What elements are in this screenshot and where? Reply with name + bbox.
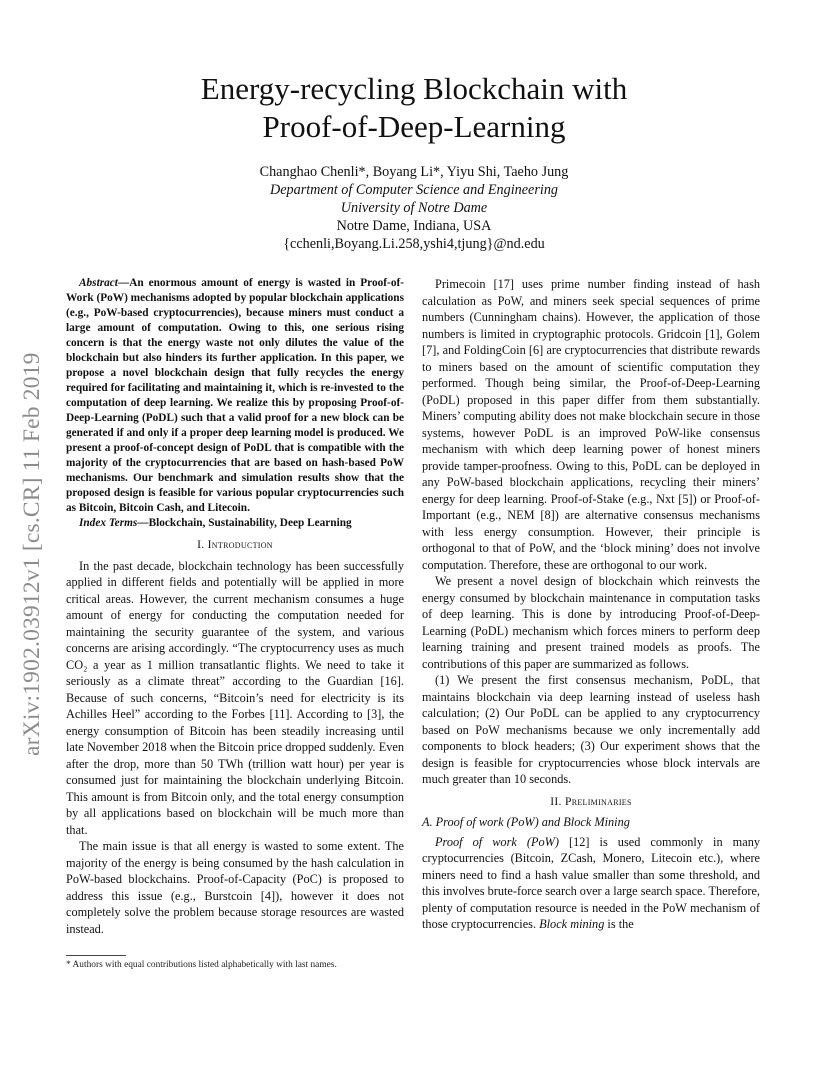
footnote-divider [66,955,126,956]
contribution-list-paragraph: (1) We present the first consensus mechanism, PoDL, that maintains blockchain via deep learning instead of useless hash calculation; (2) Our PoDL can be applied to any cryptocurrency based on PoW mechanisms because we only incrementally add components to block headers; (3) Our experiment shows that the design is feasible for cryptocurrencies whose block intervals are much greater than 10 seconds. [422,673,760,786]
abstract [66,276,404,516]
right-column [422,276,760,933]
arxiv-identifier[interactable]: arXiv:1902.03912v1 [cs.CR] 11 Feb 2019 [19,352,45,756]
abstract-text: —An enormous amount of energy is wasted in Proof-of-Work (PoW) mechanisms adopted by popular blockchain applications (e.g., PoW-based cryptocurrencies), because miners must conduct a large amount of computation. Owing to this, one serious rising concern is that the energy waste not only dilutes the value of the blockchain but also hinders its further application. In this paper, we propose a novel blockchain design that fully recycles the energy required for facilitating and maintaining it, which is re-invested to the computation of deep learning. We realize this by proposing Proof-of-Deep-Learning (PoDL) such that a valid proof for a new block can be generated if and only if a proper deep learning model is produced. We present a proof-of-concept design of PoDL that is compatible with the majority of the cryptocurrencies that are based on hash-based PoW mechanisms. Our benchmark and simulation results show that the proposed design is feasible for various popular cryptocurrencies such as Bitcoin, Bitcoin Cash, and Litecoin. [66,277,404,514]
author-university: University of Notre Dame [340,200,488,216]
author-emails[interactable]: {cchenli,Boyang.Li.258,yshi4,tjung}@nd.edu [283,236,545,252]
related-work-paragraph: Primecoin [17] uses prime number finding instead of hash calculation as PoW, and miners seek special sequences of prime numbers (Cunningham chains). However, the application of those numbers is limited in cryptographic protocols. Gridcoin [1], Golem [7], and FoldingCoin [6] are cryptocurrencies that distribute rewards to miners based on the amount of scientific computation they performed. Though being similar, the Proof-of-Deep-Learning (PoDL) proposed in this paper differ from them substantially. Miners’ computing ability does not make blockchain secure in those systems, however PoDL is an improved PoW-like consensus mechanism with which deep learning power of honest miners provide tamper-proofness. Owing to this, PoDL can be deployed in any PoW-based blockchain applications, recycling their miners’ energy for deep learning. Proof-of-Stake (e.g., Nxt [5]) or Proof-of-Important (e.g., NEM [8]) are alternative consensus mechanisms with less energy consumption. However, their principle is orthogonal to that of PoW, and the ‘block mining’ does not involve computation. Therefore, these are orthogonal to our work. [422,277,760,572]
author-location: Notre Dame, Indiana, USA [336,218,492,234]
author-department: Department of Computer Science and Engineering [269,182,559,198]
intro-paragraph-2: The main issue is that all energy is wasted to some extent. The majority of the energy is being consumed by the hash calculation in PoW-based blockchains. Proof-of-Capacity (PoC) is proposed to address this issue (e.g., Burstcoin [4]), however it does not completely solve the problem because storage resources are wasted instead. [66,839,404,936]
paper-title [60,70,768,146]
intro-paragraph-1: In the past decade, blockchain technology has been successfully applied in different fields and potentially will be applied in more critical areas. However, the current mechanism consumes a huge amount of energy for conducting the computation needed for maintaining the security guarantee of the system, and various concerns are arising accordingly. “The cryptocurrency uses as much CO₂ a year as 1 million transatlantic flights. We need to take it seriously as a climate threat” according to the Guardian [16]. Because of such concerns, “Bitcoin’s need for electricity is its Achilles Heel” according to the Forbes [11]. According to [3], the energy consumption of Bitcoin has been steadily increasing until late November 2018 when the Bitcoin price dropped suddenly. Even after the drop, more than 50 TWh (trillion watt hour) per year is consumed just for maintaining the blockchain underlying Bitcoin. This amount is from Bitcoin only, and the total energy consumption by all applications based on blockchain will be much more than that. [66,558,404,837]
title-line-2: Proof-of-Deep-Learning [262,109,566,144]
footnote: * Authors with equal contributions listed alphabetically with last names. [66,960,337,970]
pow-paragraph [422,834,760,933]
pow-text-end: is the [604,917,634,931]
abstract-label: Abstract [79,277,118,289]
subsection-heading-pow: A. Proof of work (PoW) and Block Mining [422,815,630,829]
index-terms [66,516,404,531]
contribution-paragraph: We present a novel design of blockchain which reinvests the energy consumed by blockchain maintenance in computation tasks of deep learning. This is done by introducing Proof-of-Deep-Learning (PoDL) mechanism which forces miners to perform deep learning training and present trained models as proofs. The contributions of this paper are summarized as follows. [422,574,760,671]
title-line-1: Energy-recycling Blockchain with [200,71,628,106]
block-mining-term: Block mining [539,917,605,931]
left-column [66,276,404,937]
section-heading-preliminaries: II. Preliminaries [550,794,632,808]
index-terms-label: Index Terms [79,517,138,529]
section-heading-introduction: I. Introduction [197,538,273,551]
pow-text: [12] is used commonly in many cryptocurrencies (Bitcoin, ZCash, Monero, Litecoin etc.), where miners need to find a hash value smaller than some threshold, and this involves brute-force search over a large search space. Therefore, plenty of computation resource is needed in the PoW mechanism of those cryptocurrencies. [422,834,760,931]
index-terms-text: —Blockchain, Sustainability, Deep Learning [137,517,352,529]
author-block [60,163,768,253]
author-names: Changhao Chenli*, Boyang Li*, Yiyu Shi, Taeho Jung [259,164,569,180]
pow-term: Proof of work (PoW) [435,834,559,849]
